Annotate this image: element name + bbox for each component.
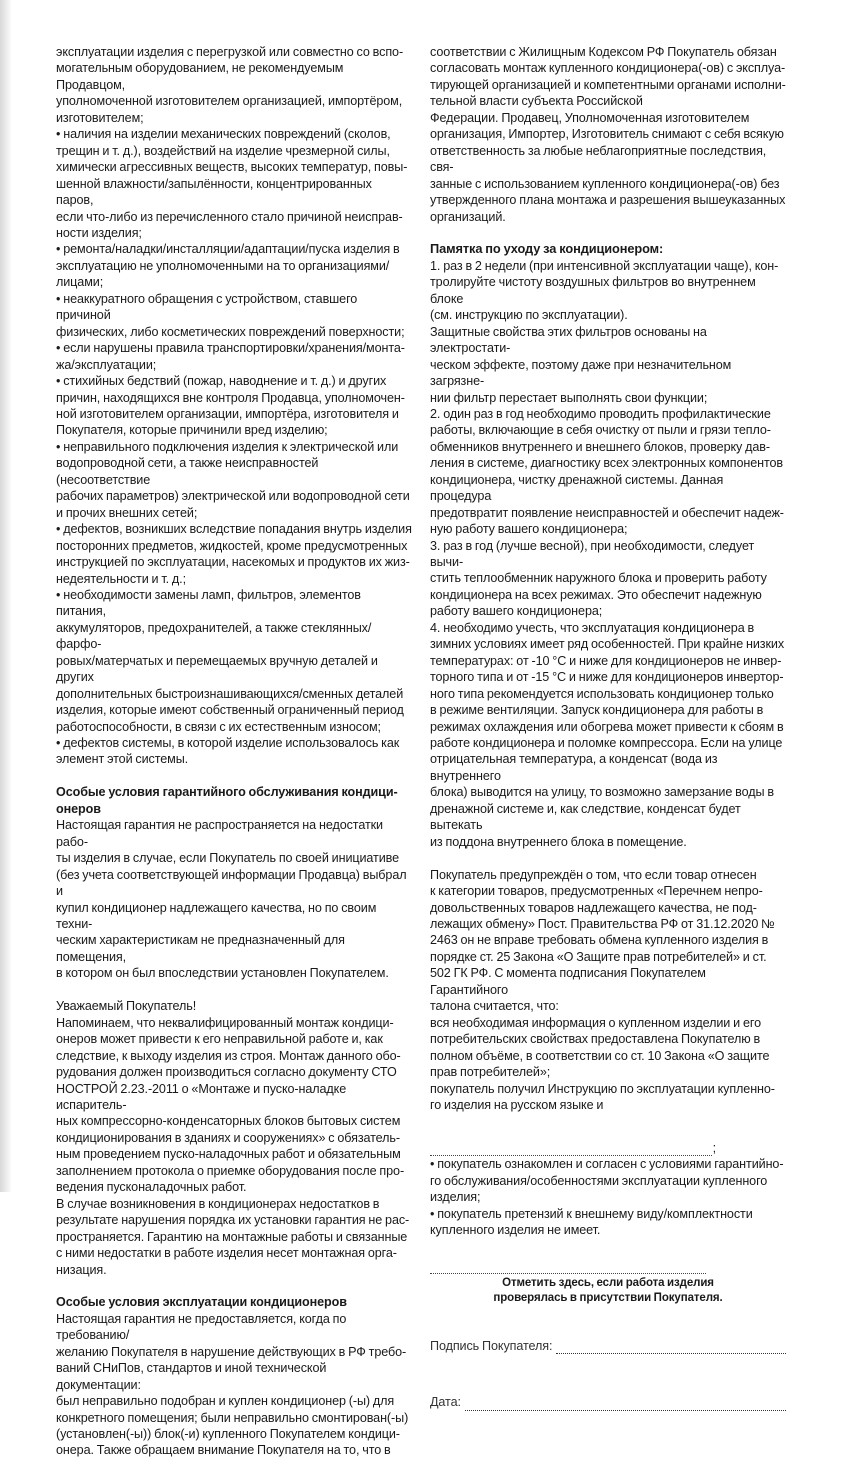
- text-line: • необходимости замены ламп, фильтров, элементов питания,: [56, 587, 361, 619]
- text-line: талона считается, что:: [430, 999, 559, 1014]
- text-line: ваний СНиПов, стандартов и иной технической документации:: [56, 1361, 327, 1392]
- text-line: торного типа и от -15 °С и ниже для кондиционеров инвертор-: [430, 670, 784, 685]
- text-line: соответствии с Жилищным Кодексом РФ Покупатель обязан: [430, 45, 777, 59]
- text-line: Защитные свойства этих фильтров основаны на электростати-: [430, 324, 707, 356]
- text-line: эксплуатации изделия с перегрузкой или совместно со вспо-: [56, 45, 404, 59]
- installation-notice-text: [56, 998, 412, 1278]
- signature-field[interactable]: [556, 1341, 786, 1354]
- section-heading-ac-operation: [56, 1294, 412, 1310]
- text-line: (установлен(-ы)) блок(-и) купленного Покупателем кондици-: [56, 1427, 400, 1442]
- text-line: • дефектов системы, в которой изделие использовалось как: [56, 736, 400, 751]
- signature-row: [430, 1338, 786, 1354]
- text-line: организация, Импортер, Изготовитель снимают с себя всякую: [430, 127, 784, 142]
- left-column: [56, 44, 412, 1459]
- text-line: рабочих параметров) электрической или водопроводной сети: [56, 489, 410, 504]
- buyer-acknowledgement-list: [430, 1156, 786, 1238]
- text-line: результате нарушения порядка их установки гарантия не рас-: [56, 1213, 410, 1228]
- text-line: работу вашего кондиционера;: [430, 604, 603, 619]
- text-line: ты изделия в случае, если Покупатель по своей инициативе: [56, 851, 400, 866]
- text-line: ления в системе, диагностику всех электронных компонентов: [430, 456, 783, 471]
- text-line: физических, либо косметических повреждений поверхности;: [56, 324, 405, 339]
- text-line: лежащих обмену» Пост. Правительства РФ от 31.12.2020 №: [430, 916, 775, 931]
- section-heading-ac-warranty: [56, 784, 412, 817]
- text-line: 3. раз в год (лучше весной), при необходимости, следует вычи-: [430, 538, 755, 570]
- text-line: Настоящая гарантия не распространяется на недостатки рабо-: [56, 818, 383, 849]
- right-column: [430, 44, 786, 1411]
- date-label: Дата:: [430, 1395, 461, 1410]
- text-line: вся необходимая информация о купленном изделии и его: [430, 1015, 761, 1030]
- text-line: работе кондиционера и поломке компрессора. Если на улице: [430, 736, 783, 751]
- section-heading-care-memo: Памятка по уходу за кондиционером:: [430, 241, 664, 257]
- text-line: • стихийных бедствий (пожар, наводнение и т. д.) и других: [56, 374, 387, 389]
- text-line: режимах охлаждения или обогрева может привести к сбоям в: [430, 719, 784, 734]
- buyer-notice-text: [430, 867, 786, 1114]
- text-line: низация.: [56, 1262, 107, 1277]
- text-line: предотвратит появление неисправностей и обеспечит надеж-: [430, 505, 784, 520]
- text-line: шенной влажности/запылённости, концентрированных паров,: [56, 176, 372, 208]
- text-line: купил кондиционер надлежащего качества, но по своим техни-: [56, 900, 377, 931]
- text-line: ведения пусконаладочных работ.: [56, 1180, 247, 1195]
- text-line: (см. инструкцию по эксплуатации).: [430, 308, 628, 323]
- text-line: трещин и т. д.), воздействий на изделие чрезмерной силы,: [56, 143, 390, 158]
- text-line: уполномоченной изготовителем организацией, импортёром,: [56, 94, 403, 109]
- text-line: организаций.: [430, 209, 506, 224]
- text-line: ной изготовителем организации, импортёра, изготовителя и: [56, 406, 399, 421]
- ac-warranty-text: [56, 817, 412, 982]
- text-line: занные с использованием купленного кондиционера(-ов) без: [430, 176, 780, 191]
- text-line: Федерации. Продавец, Уполномоченная изготовителем: [430, 110, 750, 125]
- text-line: температурах: от -10 °С и ниже для кондиционеров не инвер-: [430, 653, 782, 668]
- text-line: зимних условиях имеет ряд особенностей. При крайне низких: [430, 637, 785, 652]
- text-line: ческом эффекте, поэтому даже при незначительном загрязне-: [430, 357, 732, 389]
- text-line: Отметить здесь, если работа изделия: [502, 1277, 714, 1290]
- text-line: • неправильного подключения изделия к электрической или: [56, 439, 399, 454]
- text-line: полном объёме, в соответствии со ст. 10 Закона «О защите: [430, 1048, 770, 1063]
- text-line: к категории товаров, предусмотренных «Перечнем непро-: [430, 884, 763, 899]
- text-line: ного типа рекомендуется использовать кондиционер только: [430, 686, 774, 701]
- text-line: химически агрессивных веществ, высоких температур, повы-: [56, 160, 408, 175]
- text-line: рудования должен производиться согласно документу СТО: [56, 1065, 397, 1080]
- text-line: водопроводной сети, а также неисправностей (несоответствие: [56, 456, 319, 487]
- text-line: 4. необходимо учесть, что эксплуатация кондиционера в: [430, 620, 755, 635]
- text-line: работоспособности, в связи с их естественным износом;: [56, 719, 381, 734]
- check-mark-field[interactable]: [430, 1265, 706, 1274]
- text-line: В случае возникновения в кондиционерах недостатков в: [56, 1196, 380, 1211]
- text-line: • если нарушены правила транспортировки/хранения/монта-: [56, 341, 405, 356]
- text-line: ную работу вашего кондиционера;: [430, 522, 628, 537]
- text-line: проверялась в присутствии Покупателя.: [493, 1292, 723, 1305]
- text-line: онеров: [56, 801, 101, 816]
- text-line: стить теплообменник наружного блока и проверить работу: [430, 571, 767, 586]
- text-line: го обслуживания/особенностями эксплуатации купленного: [430, 1173, 768, 1188]
- text-line: Особые условия гарантийного обслуживания кондици-: [56, 785, 398, 800]
- text-line: (без учета соответствующей информации Продавца) выбрал и: [56, 867, 407, 899]
- text-line: изготовителем;: [56, 110, 144, 125]
- text-line: конкретного помещения; были неправильно смонтирован(-ы): [56, 1410, 409, 1425]
- text-line: желанию Покупателя в нарушение действующих в РФ требо-: [56, 1344, 407, 1359]
- text-line: инструкцией по эксплуатации, насекомых и продуктов их жиз-: [56, 555, 410, 570]
- text-line: кондиционера, чистку дренажной системы. Данная процедура: [430, 472, 724, 504]
- text-line: обменников внутреннего и внешнего блоков, проверку дав-: [430, 439, 770, 454]
- text-line: дренажной системе и, как следствие, конденсат будет вытекать: [430, 801, 741, 833]
- text-line: посторонних предметов, жидкостей, кроме предусмотренных: [56, 538, 408, 553]
- manual-language-field[interactable]: [430, 1140, 786, 1156]
- care-memo-list: [430, 258, 786, 850]
- text-line: утвержденного плана монтажа и разрешения вышеуказанных: [430, 193, 786, 208]
- text-line: аккумуляторов, предохранителей, а также стеклянных/фарфо-: [56, 620, 372, 652]
- text-line: ности изделия;: [56, 225, 142, 240]
- text-line: элемент этой системы.: [56, 752, 189, 767]
- text-line: недеятельности и т. д.;: [56, 571, 186, 586]
- text-line: изделия;: [430, 1190, 481, 1205]
- text-line: Особые условия эксплуатации кондиционеров: [56, 1295, 347, 1310]
- text-line: • наличия на изделии механических повреждений (сколов,: [56, 127, 391, 142]
- text-line: согласовать монтаж купленного кондиционера(-ов) с эксплуа-: [430, 61, 786, 76]
- text-line: прав потребителей»;: [430, 1065, 551, 1080]
- text-line: купленного изделия не имеет.: [430, 1223, 601, 1238]
- text-line: тельной власти субъекта Российской: [430, 94, 643, 109]
- text-line: ровых/матерчатых и перемещаемых вручную деталей и других: [56, 653, 378, 685]
- text-line: кондиционера на всех режимах. Это обеспечит надежную: [430, 587, 762, 602]
- text-line: довольственных товаров надлежащего качества, не под-: [430, 900, 757, 915]
- text-line: блока) выводится на улицу, то возможно замерзание воды в: [430, 785, 774, 800]
- text-line: потребительских свойствах предоставлена Покупателю в: [430, 1032, 761, 1047]
- warranty-exclusions-list: [56, 44, 412, 768]
- text-line: покупатель получил Инструкцию по эксплуатации купленно-: [430, 1081, 775, 1096]
- text-line: Покупателя, которые причинили вред изделию;: [56, 423, 328, 438]
- text-line: онера. Также обращаем внимание Покупателя на то, что в: [56, 1443, 391, 1458]
- text-line: тролируйте чистоту воздушных фильтров во внутреннем блоке: [430, 275, 756, 306]
- text-line: НОСТРОЙ 2.23.-2011 о «Монтаже и пуско-наладке испаритель-: [56, 1081, 347, 1112]
- text-line: с ними недостатки в работе изделия несет монтажная орга-: [56, 1246, 397, 1261]
- text-line: пространяется. Гарантию на монтажные работы и связанные: [56, 1229, 408, 1244]
- text-line: нии фильтр перестает выполнять свои функции;: [430, 390, 708, 405]
- signature-label: Подпись Покупателя:: [430, 1339, 553, 1354]
- page-edge-shadow: [0, 0, 12, 1192]
- semicolon-mark: ;: [712, 1140, 716, 1155]
- date-row: [430, 1394, 786, 1410]
- text-line: • неаккуратного обращения с устройством, ставшего причиной: [56, 291, 358, 323]
- text-line: заполнением протокола о приемке оборудования после про-: [56, 1163, 405, 1178]
- date-field[interactable]: [465, 1398, 786, 1411]
- text-line: в режиме вентиляции. Запуск кондиционера для работы в: [430, 703, 764, 718]
- text-line: отрицательная температура, а конденсат (вода из внутреннего: [430, 752, 718, 783]
- text-line: порядке ст. 25 Закона «О Защите прав потребителей» и ст.: [430, 949, 767, 964]
- text-line: Настоящая гарантия не предоставляется, когда по требованию/: [56, 1311, 347, 1343]
- text-line: Покупатель предупреждён о том, что если товар отнесен: [430, 867, 757, 882]
- text-line: онеров может привести к его неправильной работе и, как: [56, 1032, 383, 1047]
- text-line: эксплуатацию не уполномоченными на то организациями/: [56, 258, 390, 273]
- text-line: • ремонта/наладки/инсталляции/адаптации/пуска изделия в: [56, 242, 400, 257]
- text-line: ных компрессорно-конденсаторных блоков бытовых систем: [56, 1114, 401, 1129]
- text-line: 1. раз в 2 недели (при интенсивной эксплуатации чаще), кон-: [430, 258, 779, 273]
- text-line: изделия, которые имеют собственный ограниченный период: [56, 703, 404, 718]
- text-line: следствие, к выходу изделия из строя. Монтаж данного обо-: [56, 1048, 401, 1063]
- text-line: жа/эксплуатации;: [56, 357, 157, 372]
- text-line: работы, включающие в себя очистку от пыли и грязи тепло-: [430, 423, 771, 438]
- text-line: 502 ГК РФ. С момента подписания Покупателем Гарантийного: [430, 966, 706, 997]
- text-line: ответственность за любые неблагоприятные последствия, свя-: [430, 143, 767, 175]
- text-line: • покупатель ознакомлен и согласен с условиями гарантийно-: [430, 1157, 784, 1172]
- ac-operation-text: [56, 1311, 412, 1459]
- text-line: могательным оборудованием, не рекомендуемым Продавцом,: [56, 61, 344, 92]
- text-line: дополнительных быстроизнашивающихся/сменных деталей: [56, 686, 404, 701]
- text-line: и прочих внешних сетей;: [56, 505, 198, 520]
- text-line: • покупатель претензий к внешнему виду/комплектности: [430, 1206, 753, 1221]
- text-line: лицами;: [56, 275, 104, 290]
- text-line: • дефектов, возникших вследствие попадания внутрь изделия: [56, 522, 412, 537]
- presence-check-note: [430, 1276, 786, 1306]
- text-line: ным проведением пуско-наладочных работ и обязательным: [56, 1147, 401, 1162]
- text-line: из поддона внутреннего блока в помещение.: [430, 834, 687, 849]
- text-line: Напоминаем, что неквалифицированный монтаж кондици-: [56, 1015, 394, 1030]
- text-line: тирующей организацией и компетентными органами исполни-: [430, 77, 786, 92]
- text-line: го изделия на русском языке и: [430, 1097, 604, 1112]
- text-line: 2463 он не вправе требовать обмена купленного изделия в: [430, 933, 769, 948]
- text-line: Уважаемый Покупатель!: [56, 999, 197, 1014]
- housing-code-text: [430, 44, 786, 225]
- text-line: кондиционирования в зданиях и сооружениях» с обязатель-: [56, 1130, 400, 1145]
- text-line: причин, находящихся вне контроля Продавца, уполномочен-: [56, 390, 405, 405]
- text-line: был неправильно подобран и куплен кондиционер (-ы) для: [56, 1394, 395, 1409]
- text-line: в котором он был впоследствии установлен Покупателем.: [56, 966, 389, 981]
- text-line: если что-либо из перечисленного стало причиной неисправ-: [56, 209, 403, 224]
- text-line: ческим характеристикам не предназначенный для помещения,: [56, 933, 345, 964]
- text-line: 2. один раз в год необходимо проводить профилактические: [430, 406, 771, 421]
